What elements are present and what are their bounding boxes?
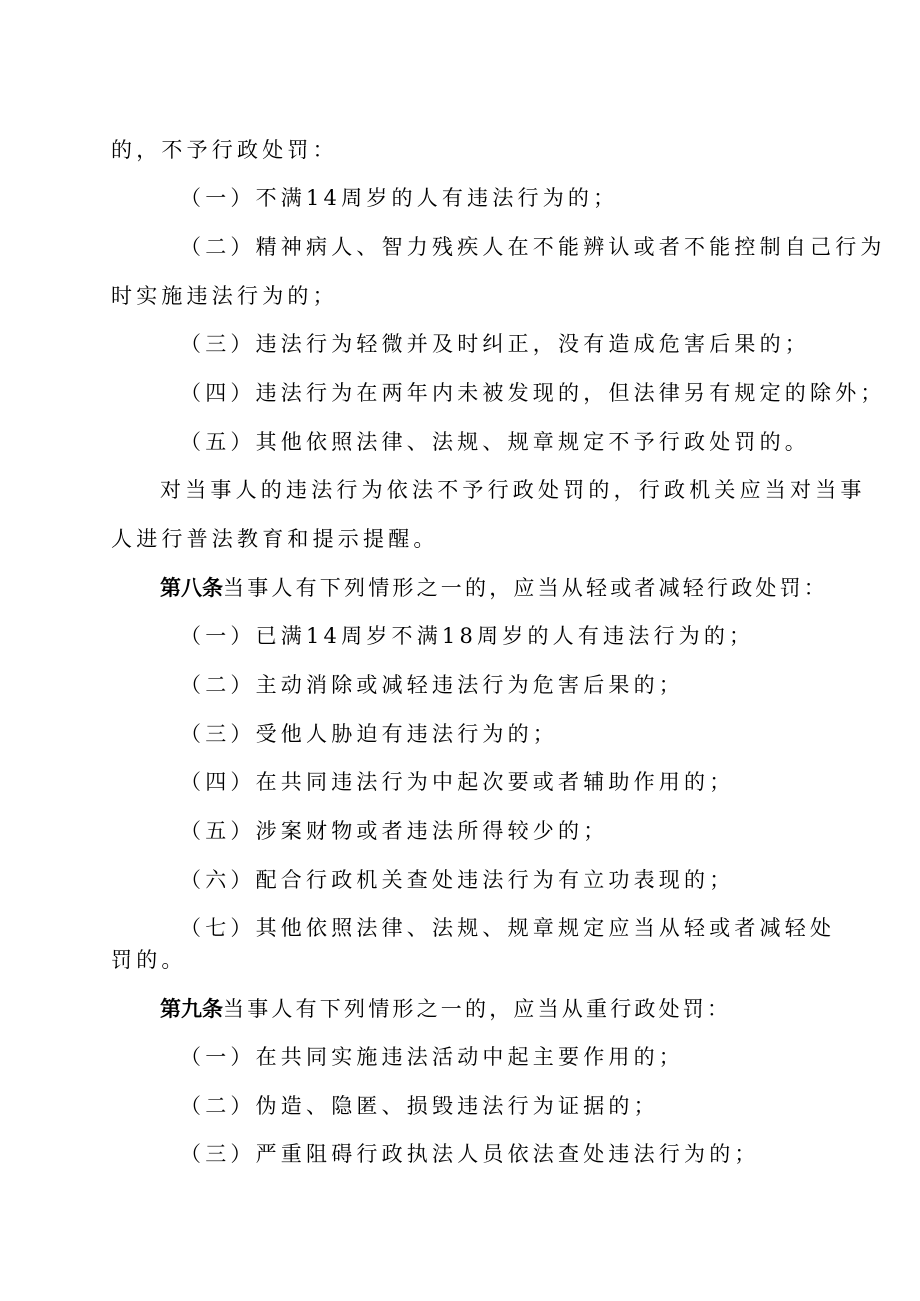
list-item: （七）其他依照法律、法规、规章规定应当从轻或者减轻处 [180,916,836,940]
list-item: （五）涉案财物或者违法所得较少的； [180,819,609,843]
text-line: 的，不予行政处罚： [111,138,338,162]
list-item: （二）伪造、隐匿、损毁违法行为证据的； [180,1094,659,1118]
list-item: （三）违法行为轻微并及时纠正，没有造成危害后果的； [180,332,810,356]
list-item: （三）受他人胁迫有违法行为的； [180,722,558,746]
article-line [160,994,731,1024]
text-line: 时实施违法行为的； [111,284,338,308]
list-item: （二）精神病人、智力残疾人在不能辨认或者不能控制自己行为 [180,235,886,259]
list-item: （四）违法行为在两年内未被发现的，但法律另有规定的除外； [180,381,886,405]
article-text: 当事人有下列情形之一的，应当从轻或者减轻行政处罚： [223,576,828,600]
list-item: （二）主动消除或减轻违法行为危害后果的； [180,673,684,697]
text-line: 人进行普法教育和提示提醒。 [111,527,439,551]
article-heading: 第八条 [160,576,223,600]
list-item: （六）配合行政机关查处违法行为有立功表现的； [180,868,735,892]
list-item: （三）严重阻碍行政执法人员依法查处违法行为的； [180,1142,760,1166]
list-item: （五）其他依照法律、法规、规章规定不予行政处罚的。 [180,430,810,454]
list-item: （一）已满14周岁不满18周岁的人有违法行为的； [180,624,755,648]
list-item: （一）不满14周岁的人有违法行为的； [180,186,619,210]
article-text: 当事人有下列情形之一的，应当从重行政处罚： [223,997,732,1021]
text-line: 罚的。 [111,948,187,972]
article-line [160,573,828,603]
article-heading: 第九条 [160,997,223,1021]
list-item: （四）在共同违法行为中起次要或者辅助作用的； [180,770,735,794]
list-item: （一）在共同实施违法活动中起主要作用的； [180,1045,684,1069]
text-line: 对当事人的违法行为依法不予行政处罚的，行政机关应当对当事 [160,478,866,502]
